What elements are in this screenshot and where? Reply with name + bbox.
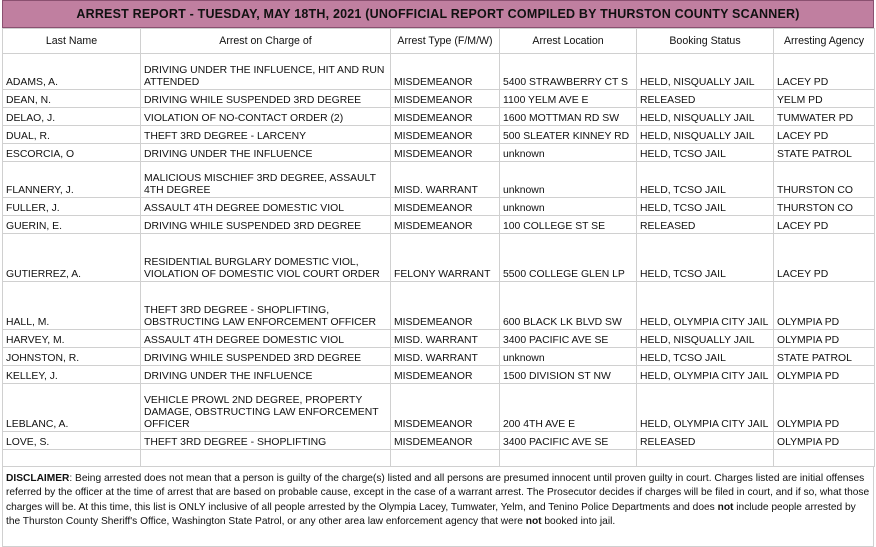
table-body [3, 54, 875, 467]
cell-booking-status: HELD, NISQUALLY JAIL [637, 54, 774, 90]
cell-charge: THEFT 3RD DEGREE - SHOPLIFTING [141, 432, 391, 450]
disclaimer-text-2: include people arrested by the Thurston County Sheriff's Office, Washington State Patrol, or any other area law enforcement agency that were [6, 501, 856, 528]
cell-booking-status: RELEASED [637, 90, 774, 108]
cell-booking-status: HELD, TCSO JAIL [637, 144, 774, 162]
table-row [3, 108, 875, 126]
disclaimer-text-3: booked into jail. [541, 516, 616, 528]
cell-arrest-type: FELONY WARRANT [391, 234, 500, 282]
table-row [3, 126, 875, 144]
blank-cell [3, 450, 141, 467]
cell-agency: OLYMPIA PD [774, 432, 875, 450]
cell-location: 3400 PACIFIC AVE SE [500, 432, 637, 450]
cell-booking-status: HELD, TCSO JAIL [637, 348, 774, 366]
cell-location: unknown [500, 162, 637, 198]
table-row [3, 162, 875, 198]
cell-location: unknown [500, 144, 637, 162]
cell-booking-status: HELD, NISQUALLY JAIL [637, 108, 774, 126]
blank-row [3, 450, 875, 467]
header-row [3, 29, 875, 54]
disclaimer-label: DISCLAIMER [6, 473, 70, 484]
cell-charge: VEHICLE PROWL 2ND DEGREE, PROPERTY DAMAGE, OBSTRUCTING LAW ENFORCEMENT OFFICER [141, 384, 391, 432]
table-row [3, 366, 875, 384]
cell-charge: RESIDENTIAL BURGLARY DOMESTIC VIOL, VIOLATION OF DOMESTIC VIOL COURT ORDER [141, 234, 391, 282]
cell-last-name: ADAMS, A. [3, 54, 141, 90]
disclaimer-text-1: : Being arrested does not mean that a person is guilty of the charge(s) listed and all persons are presumed innocent until proven guilty in court. Charges listed are initial offenses referred by the officer at the time of arrest that are based on probable cause, except in the case of a warrant arrest. The Prosecutor decides if charges will be filed in court, and if so, what those charges will be. At this time, this list is ONLY inclusive of all people arrested by the Olympia Lacey, Tumwater, Yelm, and Tenino Police Departments and does [6, 473, 870, 513]
cell-arrest-type: MISDEMEANOR [391, 108, 500, 126]
cell-arrest-type: MISDEMEANOR [391, 282, 500, 330]
arrest-report-sheet [2, 0, 874, 547]
cell-arrest-type: MISD. WARRANT [391, 162, 500, 198]
cell-location: 500 SLEATER KINNEY RD [500, 126, 637, 144]
cell-last-name: KELLEY, J. [3, 366, 141, 384]
cell-agency: STATE PATROL [774, 144, 875, 162]
cell-booking-status: HELD, NISQUALLY JAIL [637, 126, 774, 144]
cell-agency: OLYMPIA PD [774, 282, 875, 330]
cell-agency: OLYMPIA PD [774, 384, 875, 432]
cell-agency: STATE PATROL [774, 348, 875, 366]
table-row [3, 384, 875, 432]
cell-booking-status: HELD, OLYMPIA CITY JAIL [637, 366, 774, 384]
cell-last-name: DELAO, J. [3, 108, 141, 126]
cell-arrest-type: MISDEMEANOR [391, 432, 500, 450]
cell-agency: YELM PD [774, 90, 875, 108]
cell-booking-status: RELEASED [637, 216, 774, 234]
col-header-last-name: Last Name [3, 29, 141, 54]
cell-agency: LACEY PD [774, 126, 875, 144]
cell-booking-status: HELD, OLYMPIA CITY JAIL [637, 384, 774, 432]
cell-charge: DRIVING UNDER THE INFLUENCE [141, 366, 391, 384]
cell-booking-status: RELEASED [637, 432, 774, 450]
table-row [3, 90, 875, 108]
cell-charge: DRIVING WHILE SUSPENDED 3RD DEGREE [141, 216, 391, 234]
cell-last-name: HARVEY, M. [3, 330, 141, 348]
cell-arrest-type: MISD. WARRANT [391, 348, 500, 366]
cell-charge: DRIVING WHILE SUSPENDED 3RD DEGREE [141, 90, 391, 108]
cell-location: 3400 PACIFIC AVE SE [500, 330, 637, 348]
cell-charge: VIOLATION OF NO-CONTACT ORDER (2) [141, 108, 391, 126]
blank-cell [637, 450, 774, 467]
col-header-location: Arrest Location [500, 29, 637, 54]
cell-charge: ASSAULT 4TH DEGREE DOMESTIC VIOL [141, 330, 391, 348]
cell-last-name: JOHNSTON, R. [3, 348, 141, 366]
disclaimer-not-1: not [717, 501, 734, 513]
blank-cell [500, 450, 637, 467]
cell-last-name: GUERIN, E. [3, 216, 141, 234]
cell-location: unknown [500, 348, 637, 366]
cell-location: 1100 YELM AVE E [500, 90, 637, 108]
cell-location: 100 COLLEGE ST SE [500, 216, 637, 234]
cell-arrest-type: MISDEMEANOR [391, 366, 500, 384]
col-header-booking-status: Booking Status [637, 29, 774, 54]
cell-last-name: LOVE, S. [3, 432, 141, 450]
cell-booking-status: HELD, TCSO JAIL [637, 198, 774, 216]
table-row [3, 144, 875, 162]
disclaimer-not-2: not [525, 516, 542, 528]
table-row [3, 282, 875, 330]
cell-agency: TUMWATER PD [774, 108, 875, 126]
cell-booking-status: HELD, TCSO JAIL [637, 162, 774, 198]
cell-arrest-type: MISDEMEANOR [391, 54, 500, 90]
cell-last-name: DUAL, R. [3, 126, 141, 144]
report-title: ARREST REPORT - TUESDAY, MAY 18TH, 2021 (UNOFFICIAL REPORT COMPILED BY THURSTON COUNTY SCANNER) [2, 0, 874, 28]
cell-agency: THURSTON CO [774, 162, 875, 198]
table-row [3, 54, 875, 90]
cell-location: 1600 MOTTMAN RD SW [500, 108, 637, 126]
cell-last-name: GUTIERREZ, A. [3, 234, 141, 282]
cell-last-name: HALL, M. [3, 282, 141, 330]
cell-last-name: DEAN, N. [3, 90, 141, 108]
cell-charge: THEFT 3RD DEGREE - LARCENY [141, 126, 391, 144]
blank-cell [141, 450, 391, 467]
cell-charge: DRIVING WHILE SUSPENDED 3RD DEGREE [141, 348, 391, 366]
cell-charge: ASSAULT 4TH DEGREE DOMESTIC VIOL [141, 198, 391, 216]
cell-booking-status: HELD, TCSO JAIL [637, 234, 774, 282]
cell-booking-status: HELD, NISQUALLY JAIL [637, 330, 774, 348]
table-row [3, 216, 875, 234]
cell-location: 200 4TH AVE E [500, 384, 637, 432]
cell-agency: LACEY PD [774, 234, 875, 282]
cell-arrest-type: MISDEMEANOR [391, 90, 500, 108]
cell-arrest-type: MISDEMEANOR [391, 126, 500, 144]
cell-arrest-type: MISDEMEANOR [391, 198, 500, 216]
cell-arrest-type: MISDEMEANOR [391, 216, 500, 234]
cell-charge: DRIVING UNDER THE INFLUENCE, HIT AND RUN ATTENDED [141, 54, 391, 90]
table-row [3, 234, 875, 282]
col-header-arrest-type: Arrest Type (F/M/W) [391, 29, 500, 54]
cell-agency: THURSTON CO [774, 198, 875, 216]
cell-arrest-type: MISD. WARRANT [391, 330, 500, 348]
col-header-charge: Arrest on Charge of [141, 29, 391, 54]
cell-charge: MALICIOUS MISCHIEF 3RD DEGREE, ASSAULT 4TH DEGREE [141, 162, 391, 198]
table-row [3, 198, 875, 216]
cell-location: 1500 DIVISION ST NW [500, 366, 637, 384]
cell-charge: DRIVING UNDER THE INFLUENCE [141, 144, 391, 162]
cell-agency: OLYMPIA PD [774, 366, 875, 384]
cell-last-name: ESCORCIA, O [3, 144, 141, 162]
cell-agency: OLYMPIA PD [774, 330, 875, 348]
arrest-table [2, 28, 875, 467]
cell-location: 5500 COLLEGE GLEN LP [500, 234, 637, 282]
table-row [3, 432, 875, 450]
cell-location: 5400 STRAWBERRY CT S [500, 54, 637, 90]
blank-cell [391, 450, 500, 467]
table-row [3, 330, 875, 348]
cell-location: unknown [500, 198, 637, 216]
cell-agency: LACEY PD [774, 216, 875, 234]
cell-last-name: FLANNERY, J. [3, 162, 141, 198]
col-header-agency: Arresting Agency [774, 29, 875, 54]
cell-arrest-type: MISDEMEANOR [391, 144, 500, 162]
cell-charge: THEFT 3RD DEGREE - SHOPLIFTING, OBSTRUCTING LAW ENFORCEMENT OFFICER [141, 282, 391, 330]
cell-agency: LACEY PD [774, 54, 875, 90]
cell-arrest-type: MISDEMEANOR [391, 384, 500, 432]
cell-last-name: FULLER, J. [3, 198, 141, 216]
disclaimer [2, 467, 874, 547]
cell-last-name: LEBLANC, A. [3, 384, 141, 432]
cell-booking-status: HELD, OLYMPIA CITY JAIL [637, 282, 774, 330]
table-row [3, 348, 875, 366]
blank-cell [774, 450, 875, 467]
cell-location: 600 BLACK LK BLVD SW [500, 282, 637, 330]
